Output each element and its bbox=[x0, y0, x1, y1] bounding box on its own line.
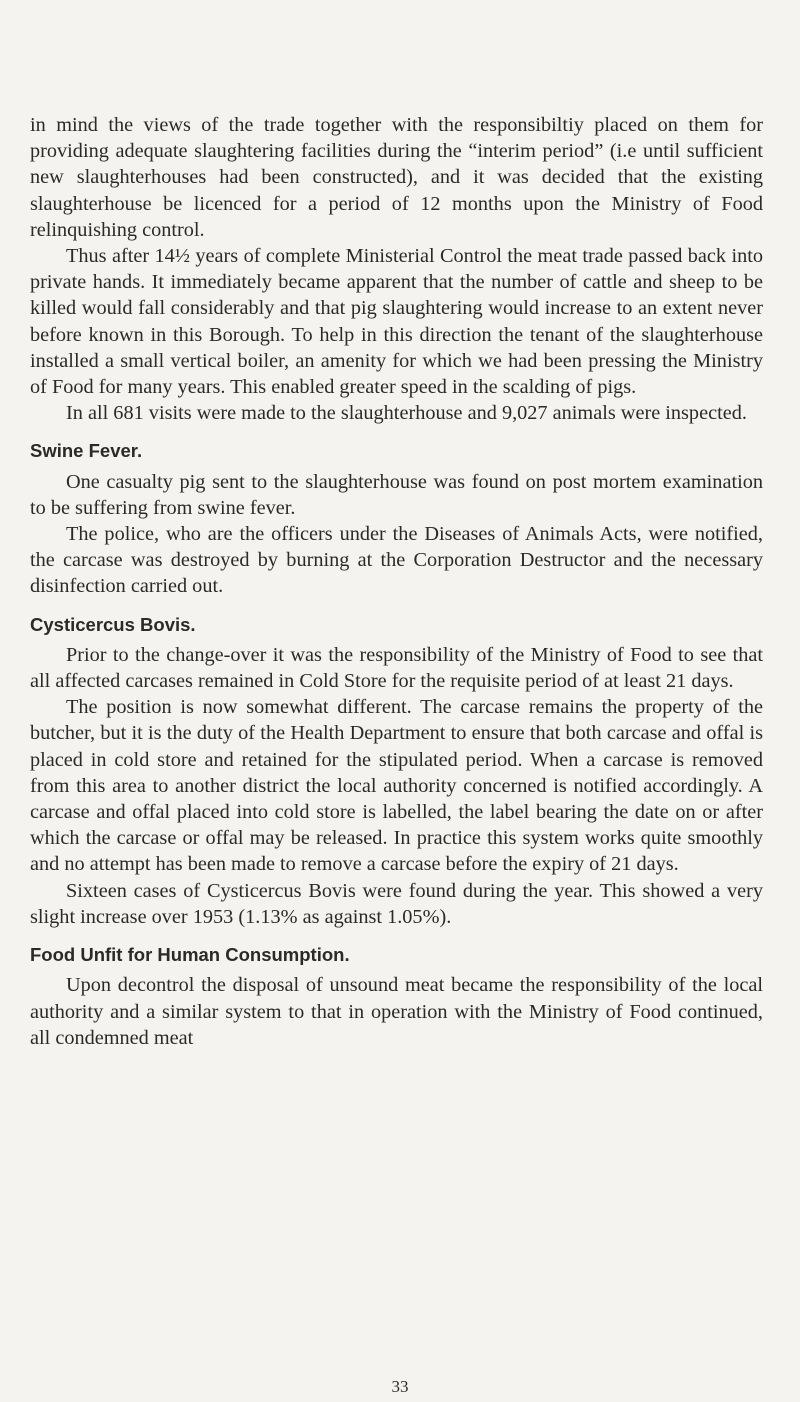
section-heading-food-unfit: Food Unfit for Human Consumption. bbox=[30, 944, 350, 966]
document-page bbox=[30, 112, 763, 1051]
intro-paragraph-1: in mind the views of the trade together with the responsibiltiy placed on them for providing adequate slaughtering facilities during the “interim period” (i.e until sufficient new slaughterhouses had been constructed), and it was decided that the existing slaughterhouse be licenced for a period of 12 months upon the Ministry of Food relinquishing control. bbox=[30, 114, 763, 241]
cysticercus-paragraph-1: Prior to the change-over it was the responsibility of the Ministry of Food to see that all affected carcases remained in Cold Store for the requisite period of at least 21 days. bbox=[30, 643, 763, 693]
cysticercus-paragraph-3: Sixteen cases of Cysticercus Bovis were found during the year. This showed a very slight increase over 1953 (1.13% as against 1.05%). bbox=[30, 879, 763, 928]
intro-paragraph-3: In all 681 visits were made to the slaughterhouse and 9,027 animals were inspected. bbox=[66, 402, 747, 425]
page-number: 33 bbox=[391, 1377, 409, 1396]
cysticercus-paragraph-2: The position is now somewhat different. The carcase remains the property of the butcher, but it is the duty of the Health Department to ensure that both carcase and offal is placed in cold store and retained for the stipulated period. When a carcase is removed from this area to another district the local authority concerned is notified accordingly. A carcase and offal placed into cold store is labelled, the label bearing the date on or after which the carcase or offal may be released. In practice this system works quite smoothly and no attempt has been made to remove a carcase before the expiry of 21 days. bbox=[30, 696, 763, 876]
intro-paragraph-2: Thus after 14½ years of complete Ministerial Control the meat trade passed back into private hands. It immediately became apparent that the number of cattle and sheep to be killed would fall considerably and that pig slaughtering would increase to an extent never before known in this Borough. To help in this direction the tenant of the slaughterhouse installed a small vertical boiler, an amenity for which we had been pressing the Ministry of Food for many years. This enabled greater speed in the scalding of pigs. bbox=[30, 245, 763, 399]
section-heading-swine-fever: Swine Fever. bbox=[30, 440, 143, 462]
swine-fever-paragraph-1: One casualty pig sent to the slaughterhouse was found on post mortem examination to be suffering from swine fever. bbox=[30, 470, 763, 519]
food-unfit-paragraph-1: Upon decontrol the disposal of unsound meat became the responsibility of the local authority and a similar system to that in operation with the Ministry of Food continued, all condemned meat bbox=[30, 974, 763, 1049]
section-heading-cysticercus-bovis: Cysticercus Bovis. bbox=[30, 613, 196, 635]
swine-fever-paragraph-2: The police, who are the officers under the Diseases of Animals Acts, were notified, the carcase was destroyed by burning at the Corporation Destructor and the necessary disinfection carried out. bbox=[30, 523, 763, 598]
